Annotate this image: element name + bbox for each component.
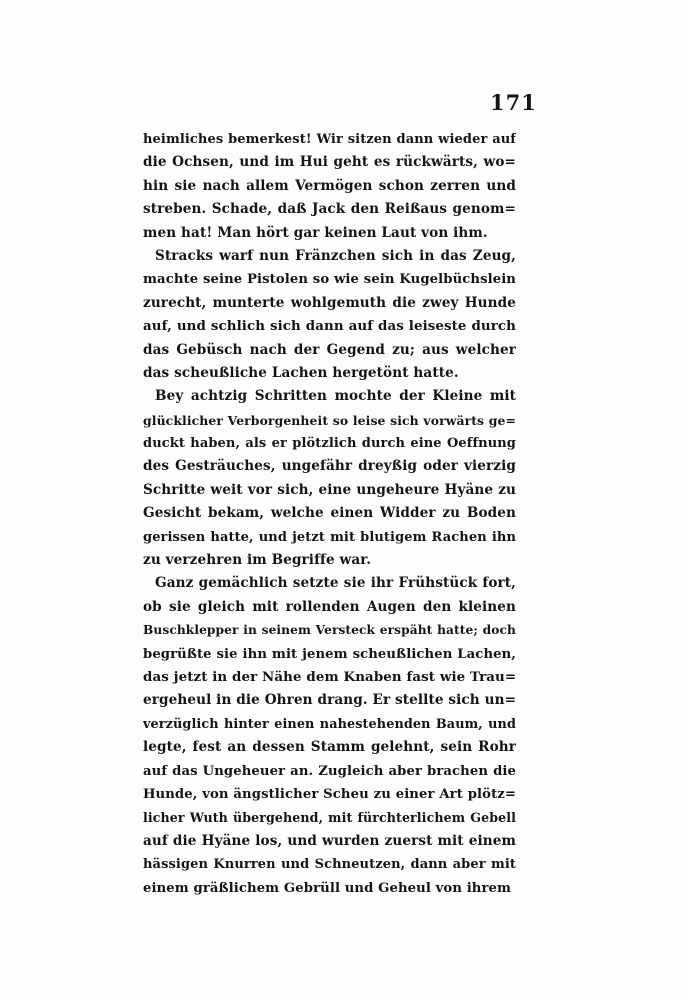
text-line: begrüßte sie ihn mit jenem scheußlichen Lachen, [143, 646, 516, 662]
text-line: Ganz gemächlich setzte sie ihr Frühstück fort, [155, 575, 516, 592]
text-line: machte seine Pistolen so wie sein Kugelbüchslein [143, 272, 516, 288]
text-line: ergeheul in die Ohren drang. Er stellte sich un= [143, 692, 516, 709]
text-line: des Gesträuches, ungefähr dreyßig oder vierzig [143, 458, 516, 475]
text-line: licher Wuth übergehend, mit fürchterlichem Gebell [143, 810, 516, 826]
text-line: Buschklepper in seinem Versteck erspäht hatte; doch [143, 623, 516, 638]
text-line: Stracks warf nun Fränzchen sich in das Zeug, [155, 247, 516, 264]
body-text [143, 128, 516, 900]
text-line: zu verzehren im Begriffe war. [143, 552, 372, 569]
text-line: streben. Schade, daß Jack den Reißaus genom= [143, 201, 516, 218]
text-line: hässigen Knurren und Schneutzen, dann aber mit [143, 857, 516, 873]
text-line: gerissen hatte, und jetzt mit blutigem Rachen ihn [143, 529, 516, 545]
text-line: Bey achtzig Schritten mochte der Kleine mit [155, 388, 516, 405]
text-line: die Ochsen, und im Hui geht es rückwärts, wo= [143, 154, 516, 171]
text-line: Schritte weit vor sich, eine ungeheure Hyäne zu [143, 481, 516, 498]
text-line: zurecht, munterte wohlgemuth die zwey Hunde [143, 294, 516, 311]
text-line: legte, fest an dessen Stamm gelehnt, sein Rohr [143, 739, 516, 756]
text-line: das scheußliche Lachen hergetönt hatte. [143, 364, 459, 381]
text-line: das jetzt in der Nähe dem Knaben fast wie Trau= [143, 668, 516, 685]
text-line: ob sie gleich mit rollenden Augen den kleinen [143, 598, 516, 615]
text-line: heimliches bemerkest! Wir sitzen dann wieder auf [143, 132, 516, 147]
text-line: men hat! Man hört gar keinen Laut von ihm. [143, 224, 488, 241]
paragraph [143, 245, 516, 385]
page-number: 171 [490, 90, 537, 115]
paragraph [143, 128, 516, 245]
text-line: hin sie nach allem Vermögen schon zerren und [143, 177, 516, 194]
text-line: duckt haben, als er plötzlich durch eine Oeffnung [143, 436, 516, 452]
text-line: Gesicht bekam, welche einen Widder zu Boden [143, 505, 516, 522]
text-line: glücklicher Verborgenheit so leise sich vorwärts ge= [143, 412, 516, 428]
paragraph [143, 385, 516, 572]
text-line: das Gebüsch nach der Gegend zu; aus welcher [143, 341, 516, 358]
text-line: verzüglich hinter einen nahestehenden Baum, und [143, 716, 516, 732]
text-line: einem gräßlichem Gebrüll und Geheul von ihrem [143, 880, 512, 896]
paragraph [143, 572, 516, 899]
text-line: auf, und schlich sich dann auf das leiseste durch [143, 318, 516, 335]
text-line: auf die Hyäne los, und wurden zuerst mit einem [143, 832, 516, 849]
text-line: auf das Ungeheuer an. Zugleich aber brachen die [143, 763, 516, 779]
text-line: Hunde, von ängstlicher Scheu zu einer Art plötz= [143, 786, 516, 802]
